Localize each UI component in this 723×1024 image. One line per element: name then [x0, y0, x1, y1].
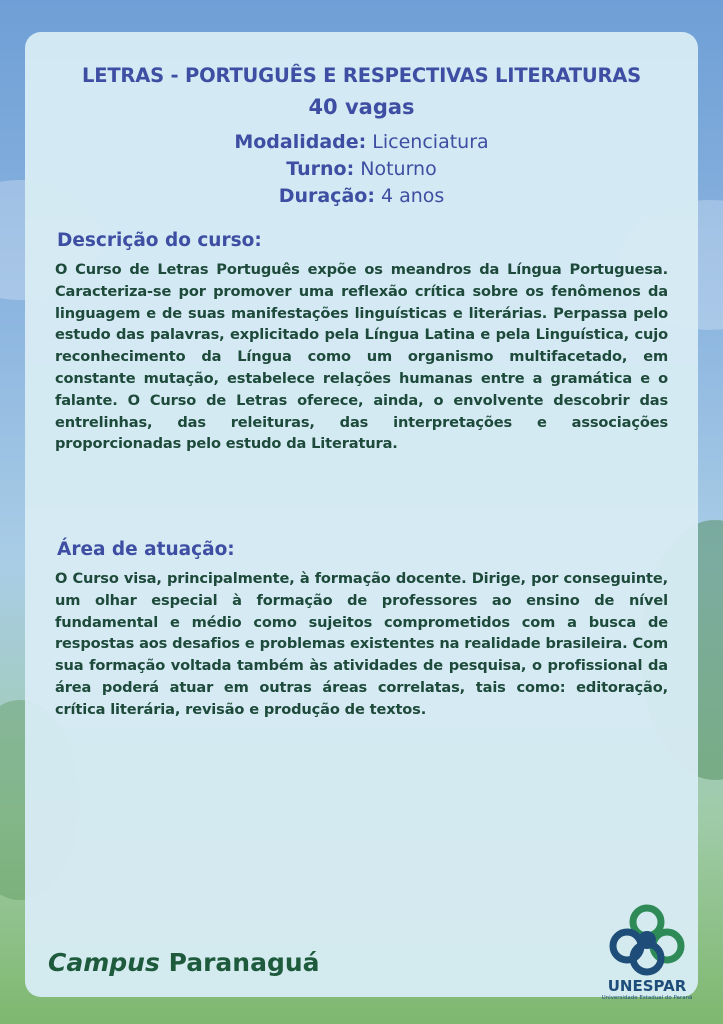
campus-name: Paranaguá [168, 948, 320, 977]
descricao-heading: Descrição do curso: [57, 230, 262, 251]
modalidade-label: Modalidade: [234, 131, 367, 153]
modalidade-line [25, 131, 698, 153]
duracao-line [25, 185, 698, 207]
turno-label: Turno: [286, 158, 355, 180]
logo-name: UNESPAR [607, 977, 687, 995]
info-card [25, 32, 698, 1001]
turno-value: Noturno [360, 158, 437, 180]
campus-italic: Campus [48, 948, 160, 977]
modalidade-value: Licenciatura [372, 131, 489, 153]
vagas-count: 40 vagas [308, 95, 415, 119]
campus-label [48, 948, 320, 977]
atuacao-text: O Curso visa, principalmente, à formação docente. Dirige, por conseguinte, um olhar especial à formação de professores ao ensino de nível fundamental e médio como sujeitos comprometidos com a busca de respostas aos desafios e problemas existentes na realidade brasileira. Com sua formação voltada também às atividades de pesquisa, o profissional da área poderá atuar em outras áreas correlatas, tais como: editoração, crítica literária, revisão e produção de textos. [55, 570, 668, 718]
duracao-value: 4 anos [380, 185, 445, 207]
course-title: LETRAS - PORTUGUÊS E RESPECTIVAS LITERATURAS [81, 64, 642, 87]
duracao-label: Duração: [278, 185, 375, 207]
atuacao-heading: Área de atuação: [57, 539, 235, 560]
logo-subtitle: Universidade Estadual do Paraná [601, 995, 693, 1001]
turno-line [25, 158, 698, 180]
descricao-text: O Curso de Letras Português expõe os meandros da Língua Portuguesa. Caracteriza-se por promover uma reflexão crítica sobre os fenômenos da linguagem e de suas manifestações linguísticas e literárias. Perpassa pelo estudo das palavras, explicitado pela Língua Latina e pela Linguística, cujo reconhecimento da Língua como um organismo multifacetado, em constante mutação, estabelece relações humanas entre a gramática e o falante. O Curso de Letras oferece, ainda, o envolvente descobrir das entrelinhas, das releituras, das interpretações e associações proporcionadas pelo estudo da Literatura. [55, 261, 668, 453]
